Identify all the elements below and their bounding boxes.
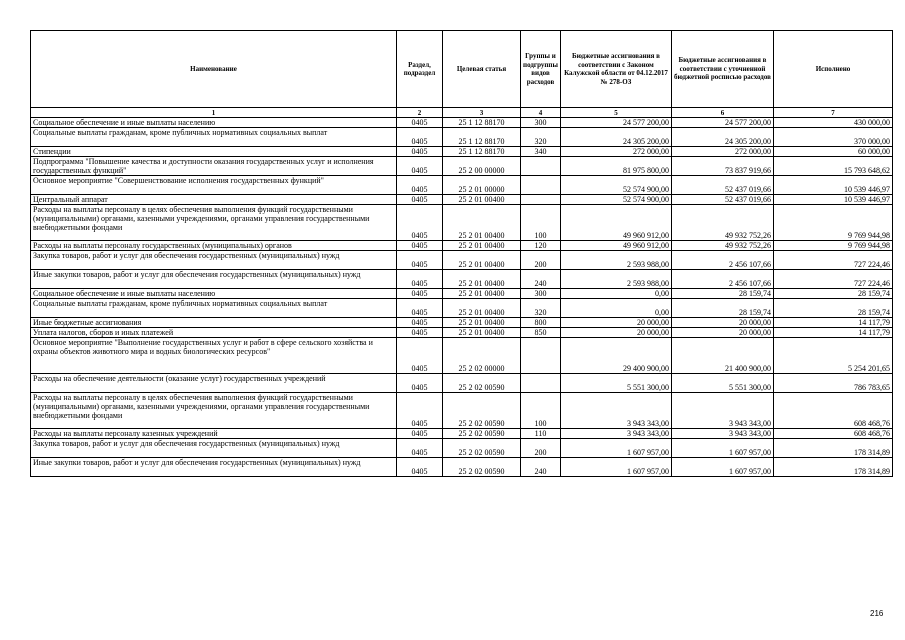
row-section-cell: 0405 bbox=[397, 328, 443, 338]
row-initial-cell: 29 400 900,00 bbox=[561, 338, 672, 374]
row-section-cell: 0405 bbox=[397, 251, 443, 270]
row-name-cell: Уплата налогов, сборов и иных платежей bbox=[31, 328, 397, 338]
header-name: Наименование bbox=[31, 31, 397, 108]
row-section-cell: 0405 bbox=[397, 176, 443, 195]
table-row bbox=[31, 128, 893, 147]
row-target-cell: 25 2 01 00000 bbox=[443, 176, 521, 195]
row-refined-cell: 3 943 343,00 bbox=[672, 393, 774, 429]
row-target-cell: 25 2 02 00000 bbox=[443, 338, 521, 374]
row-refined-cell: 20 000,00 bbox=[672, 328, 774, 338]
row-name-cell: Центральный аппарат bbox=[31, 195, 397, 205]
table-row bbox=[31, 439, 893, 458]
row-refined-cell: 21 400 900,00 bbox=[672, 338, 774, 374]
table-row bbox=[31, 374, 893, 393]
row-executed-cell: 60 000,00 bbox=[774, 147, 893, 157]
row-group-cell bbox=[521, 176, 561, 195]
row-initial-cell: 52 574 900,00 bbox=[561, 176, 672, 195]
row-group-cell: 340 bbox=[521, 147, 561, 157]
header-initial-allocation: Бюджетные ассигнования в соответствии с Законом Калужской области от 04.12.2017 № 278-ОЗ bbox=[561, 31, 672, 108]
row-section-cell: 0405 bbox=[397, 299, 443, 318]
table-row bbox=[31, 429, 893, 439]
row-refined-cell: 49 932 752,26 bbox=[672, 241, 774, 251]
row-section-cell: 0405 bbox=[397, 289, 443, 299]
row-group-cell: 240 bbox=[521, 270, 561, 289]
row-executed-cell: 5 254 201,65 bbox=[774, 338, 893, 374]
row-name-cell: Закупка товаров, работ и услуг для обеспечения государственных (муниципальных) нужд bbox=[31, 251, 397, 270]
row-initial-cell: 0,00 bbox=[561, 289, 672, 299]
row-group-cell: 200 bbox=[521, 439, 561, 458]
row-initial-cell: 1 607 957,00 bbox=[561, 458, 672, 477]
row-name-cell: Расходы на выплаты персоналу в целях обеспечения выполнения функций государственными (муниципальными) органами, казенными учреждениями, органами управления государственными внебюджетными фондами bbox=[31, 393, 397, 429]
table-body bbox=[31, 118, 893, 477]
row-executed-cell: 15 793 648,62 bbox=[774, 157, 893, 176]
row-group-cell: 800 bbox=[521, 318, 561, 328]
row-initial-cell: 24 577 200,00 bbox=[561, 118, 672, 128]
row-name-cell: Социальные выплаты гражданам, кроме публичных нормативных социальных выплат bbox=[31, 299, 397, 318]
row-target-cell: 25 2 02 00590 bbox=[443, 458, 521, 477]
row-refined-cell: 28 159,74 bbox=[672, 289, 774, 299]
row-refined-cell: 52 437 019,66 bbox=[672, 176, 774, 195]
row-executed-cell: 28 159,74 bbox=[774, 299, 893, 318]
header-section: Раздел, подраздел bbox=[397, 31, 443, 108]
row-initial-cell: 2 593 988,00 bbox=[561, 251, 672, 270]
header-target-item: Целевая статья bbox=[443, 31, 521, 108]
row-group-cell bbox=[521, 338, 561, 374]
row-name-cell: Основное мероприятие "Совершенствование исполнения государственных функций" bbox=[31, 176, 397, 195]
row-initial-cell: 49 960 912,00 bbox=[561, 205, 672, 241]
table-row bbox=[31, 147, 893, 157]
table-row bbox=[31, 318, 893, 328]
row-initial-cell: 52 574 900,00 bbox=[561, 195, 672, 205]
row-initial-cell: 1 607 957,00 bbox=[561, 439, 672, 458]
row-executed-cell: 727 224,46 bbox=[774, 251, 893, 270]
table-row bbox=[31, 157, 893, 176]
row-refined-cell: 2 456 107,66 bbox=[672, 270, 774, 289]
row-initial-cell: 3 943 343,00 bbox=[561, 429, 672, 439]
row-initial-cell: 49 960 912,00 bbox=[561, 241, 672, 251]
table-row bbox=[31, 458, 893, 477]
row-group-cell: 100 bbox=[521, 205, 561, 241]
row-refined-cell: 28 159,74 bbox=[672, 299, 774, 318]
row-name-cell: Расходы на выплаты персоналу казенных учреждений bbox=[31, 429, 397, 439]
row-initial-cell: 24 305 200,00 bbox=[561, 128, 672, 147]
row-target-cell: 25 2 01 00400 bbox=[443, 195, 521, 205]
table-row bbox=[31, 338, 893, 374]
table-row bbox=[31, 393, 893, 429]
row-refined-cell: 1 607 957,00 bbox=[672, 439, 774, 458]
row-target-cell: 25 2 01 00400 bbox=[443, 241, 521, 251]
row-group-cell: 320 bbox=[521, 299, 561, 318]
row-initial-cell: 0,00 bbox=[561, 299, 672, 318]
row-name-cell: Социальное обеспечение и иные выплаты населению bbox=[31, 289, 397, 299]
row-executed-cell: 14 117,79 bbox=[774, 328, 893, 338]
row-name-cell: Подпрограмма "Повышение качества и доступности оказания государственных услуг и исполнения государственных функций" bbox=[31, 157, 397, 176]
column-number: 4 bbox=[521, 108, 561, 118]
row-section-cell: 0405 bbox=[397, 205, 443, 241]
row-initial-cell: 272 000,00 bbox=[561, 147, 672, 157]
row-section-cell: 0405 bbox=[397, 270, 443, 289]
row-target-cell: 25 1 12 88170 bbox=[443, 128, 521, 147]
row-target-cell: 25 1 12 88170 bbox=[443, 147, 521, 157]
row-section-cell: 0405 bbox=[397, 439, 443, 458]
row-name-cell: Расходы на обеспечение деятельности (оказание услуг) государственных учреждений bbox=[31, 374, 397, 393]
row-refined-cell: 24 305 200,00 bbox=[672, 128, 774, 147]
row-initial-cell: 5 551 300,00 bbox=[561, 374, 672, 393]
row-executed-cell: 10 539 446,97 bbox=[774, 176, 893, 195]
row-group-cell: 240 bbox=[521, 458, 561, 477]
row-group-cell: 320 bbox=[521, 128, 561, 147]
row-section-cell: 0405 bbox=[397, 147, 443, 157]
row-target-cell: 25 2 01 00400 bbox=[443, 251, 521, 270]
row-refined-cell: 73 837 919,66 bbox=[672, 157, 774, 176]
row-executed-cell: 370 000,00 bbox=[774, 128, 893, 147]
page-number: 216 bbox=[870, 609, 884, 618]
row-name-cell: Расходы на выплаты персоналу государственных (муниципальных) органов bbox=[31, 241, 397, 251]
row-executed-cell: 9 769 944,98 bbox=[774, 205, 893, 241]
row-refined-cell: 5 551 300,00 bbox=[672, 374, 774, 393]
row-name-cell: Закупка товаров, работ и услуг для обеспечения государственных (муниципальных) нужд bbox=[31, 439, 397, 458]
column-number: 2 bbox=[397, 108, 443, 118]
header-executed: Исполнено bbox=[774, 31, 893, 108]
column-number: 6 bbox=[672, 108, 774, 118]
row-executed-cell: 608 468,76 bbox=[774, 429, 893, 439]
row-target-cell: 25 2 02 00590 bbox=[443, 393, 521, 429]
row-group-cell: 200 bbox=[521, 251, 561, 270]
row-initial-cell: 2 593 988,00 bbox=[561, 270, 672, 289]
row-executed-cell: 786 783,65 bbox=[774, 374, 893, 393]
row-target-cell: 25 2 01 00400 bbox=[443, 289, 521, 299]
row-target-cell: 25 2 01 00400 bbox=[443, 205, 521, 241]
row-section-cell: 0405 bbox=[397, 374, 443, 393]
row-initial-cell: 3 943 343,00 bbox=[561, 393, 672, 429]
row-name-cell: Основное мероприятие "Выполнение государственных услуг и работ в сфере сельского хозяйства и охраны объектов животного мира и водных биологических ресурсов" bbox=[31, 338, 397, 374]
row-executed-cell: 727 224,46 bbox=[774, 270, 893, 289]
row-refined-cell: 24 577 200,00 bbox=[672, 118, 774, 128]
column-number: 5 bbox=[561, 108, 672, 118]
table-row bbox=[31, 176, 893, 195]
row-name-cell: Иные бюджетные ассигнования bbox=[31, 318, 397, 328]
row-section-cell: 0405 bbox=[397, 128, 443, 147]
row-name-cell: Расходы на выплаты персоналу в целях обеспечения выполнения функций государственными (муниципальными) органами, казенными учреждениями, органами управления государственными внебюджетными фондами bbox=[31, 205, 397, 241]
row-executed-cell: 178 314,89 bbox=[774, 458, 893, 477]
row-initial-cell: 81 975 800,00 bbox=[561, 157, 672, 176]
table-row bbox=[31, 289, 893, 299]
row-refined-cell: 1 607 957,00 bbox=[672, 458, 774, 477]
row-target-cell: 25 2 01 00400 bbox=[443, 299, 521, 318]
table-row bbox=[31, 205, 893, 241]
row-group-cell bbox=[521, 157, 561, 176]
column-number-row bbox=[31, 108, 893, 118]
row-target-cell: 25 2 02 00590 bbox=[443, 439, 521, 458]
row-group-cell: 110 bbox=[521, 429, 561, 439]
row-section-cell: 0405 bbox=[397, 118, 443, 128]
row-group-cell: 300 bbox=[521, 118, 561, 128]
row-group-cell: 120 bbox=[521, 241, 561, 251]
row-section-cell: 0405 bbox=[397, 393, 443, 429]
row-initial-cell: 20 000,00 bbox=[561, 328, 672, 338]
row-group-cell bbox=[521, 374, 561, 393]
row-target-cell: 25 2 01 00400 bbox=[443, 318, 521, 328]
row-target-cell: 25 2 02 00590 bbox=[443, 374, 521, 393]
column-number: 7 bbox=[774, 108, 893, 118]
budget-execution-table bbox=[30, 30, 893, 477]
row-name-cell: Иные закупки товаров, работ и услуг для обеспечения государственных (муниципальных) нужд bbox=[31, 458, 397, 477]
table-row bbox=[31, 118, 893, 128]
row-refined-cell: 2 456 107,66 bbox=[672, 251, 774, 270]
table-row bbox=[31, 299, 893, 318]
row-executed-cell: 28 159,74 bbox=[774, 289, 893, 299]
row-name-cell: Иные закупки товаров, работ и услуг для обеспечения государственных (муниципальных) нужд bbox=[31, 270, 397, 289]
row-executed-cell: 608 468,76 bbox=[774, 393, 893, 429]
row-target-cell: 25 2 02 00590 bbox=[443, 429, 521, 439]
table-header-row bbox=[31, 31, 893, 108]
row-name-cell: Социальное обеспечение и иные выплаты населению bbox=[31, 118, 397, 128]
table-row bbox=[31, 241, 893, 251]
row-section-cell: 0405 bbox=[397, 157, 443, 176]
table-row bbox=[31, 195, 893, 205]
row-name-cell: Стипендии bbox=[31, 147, 397, 157]
row-executed-cell: 430 000,00 bbox=[774, 118, 893, 128]
table-row bbox=[31, 328, 893, 338]
row-refined-cell: 49 932 752,26 bbox=[672, 205, 774, 241]
row-section-cell: 0405 bbox=[397, 318, 443, 328]
row-target-cell: 25 1 12 88170 bbox=[443, 118, 521, 128]
row-group-cell: 300 bbox=[521, 289, 561, 299]
row-refined-cell: 272 000,00 bbox=[672, 147, 774, 157]
row-target-cell: 25 2 01 00400 bbox=[443, 328, 521, 338]
row-section-cell: 0405 bbox=[397, 429, 443, 439]
row-group-cell bbox=[521, 195, 561, 205]
column-number: 3 bbox=[443, 108, 521, 118]
row-refined-cell: 52 437 019,66 bbox=[672, 195, 774, 205]
row-executed-cell: 10 539 446,97 bbox=[774, 195, 893, 205]
row-group-cell: 850 bbox=[521, 328, 561, 338]
row-target-cell: 25 2 01 00400 bbox=[443, 270, 521, 289]
table-row bbox=[31, 270, 893, 289]
row-group-cell: 100 bbox=[521, 393, 561, 429]
header-expense-group: Группы и подгруппы видов расходов bbox=[521, 31, 561, 108]
row-section-cell: 0405 bbox=[397, 195, 443, 205]
row-initial-cell: 20 000,00 bbox=[561, 318, 672, 328]
row-executed-cell: 14 117,79 bbox=[774, 318, 893, 328]
row-section-cell: 0405 bbox=[397, 458, 443, 477]
row-executed-cell: 9 769 944,98 bbox=[774, 241, 893, 251]
row-executed-cell: 178 314,89 bbox=[774, 439, 893, 458]
header-refined-allocation: Бюджетные ассигнования в соответствии с уточненной бюджетной росписью расходов bbox=[672, 31, 774, 108]
row-name-cell: Социальные выплаты гражданам, кроме публичных нормативных социальных выплат bbox=[31, 128, 397, 147]
column-number: 1 bbox=[31, 108, 397, 118]
row-target-cell: 25 2 00 00000 bbox=[443, 157, 521, 176]
row-refined-cell: 20 000,00 bbox=[672, 318, 774, 328]
table-row bbox=[31, 251, 893, 270]
row-section-cell: 0405 bbox=[397, 241, 443, 251]
row-refined-cell: 3 943 343,00 bbox=[672, 429, 774, 439]
row-section-cell: 0405 bbox=[397, 338, 443, 374]
